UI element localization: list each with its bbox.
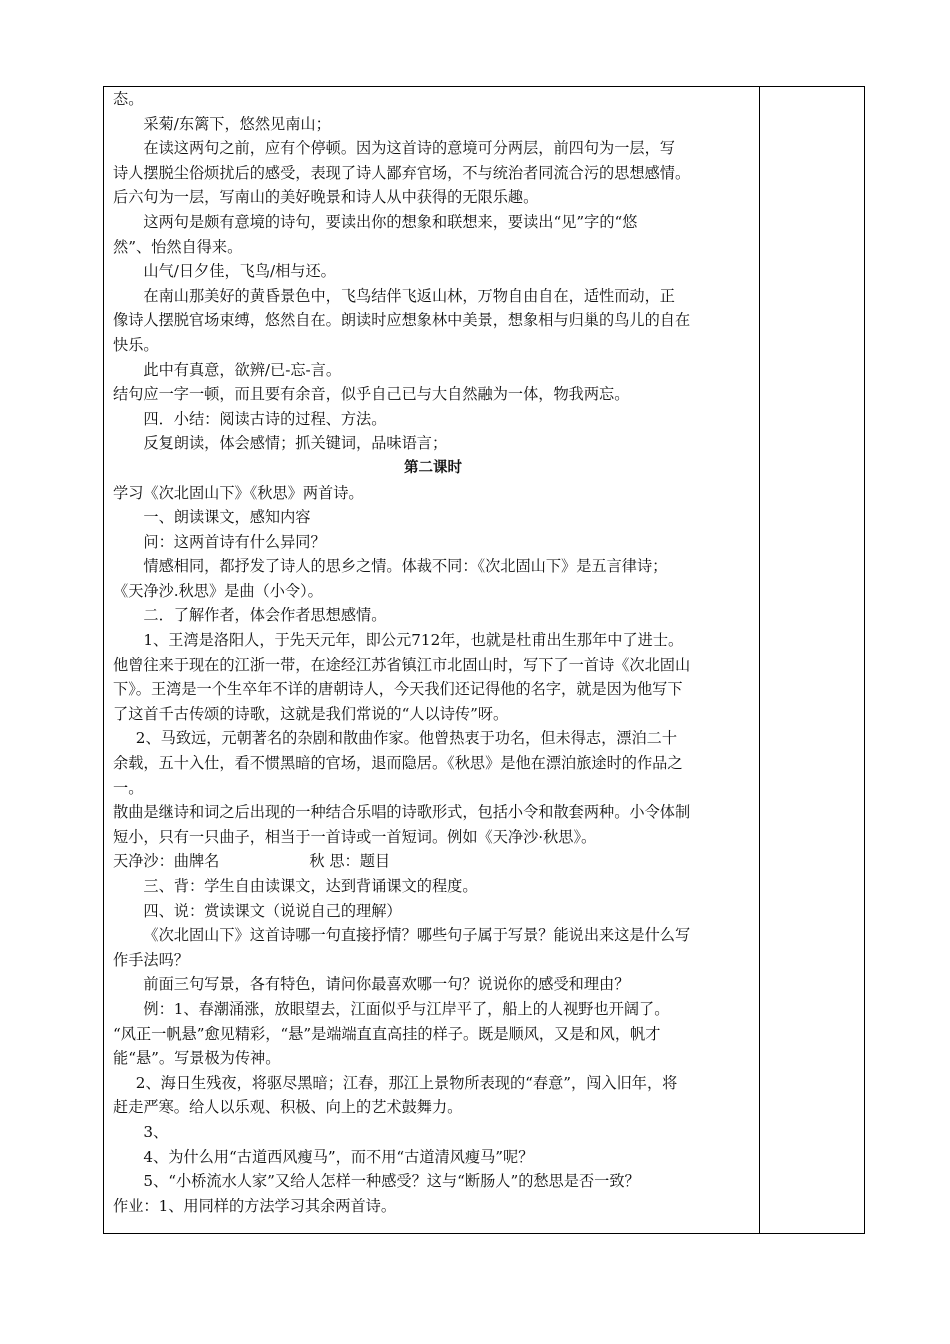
text-line: 3、 <box>143 1122 169 1141</box>
text-line: 一。 <box>113 778 144 797</box>
text-line: 2、海日生残夜，将驱尽黑暗；江春，那江上景物所表现的“春意”，闯入旧年，将 <box>135 1073 678 1092</box>
text-line: 余载，五十入仕，看不惯黑暗的官场，退而隐居。《秋思》是他在漂泊旅途时的作品之 <box>113 754 683 773</box>
text-line: 作手法吗？ <box>113 950 189 969</box>
text-line: 反复朗读，体会感情；抓关键词，品味语言； <box>143 434 448 453</box>
text-line: 态。 <box>113 90 144 108</box>
text-line: 赶走严寒。给人以乐观、积极、向上的艺术鼓舞力。 <box>113 1098 463 1117</box>
text-line: 情感相同，都抒发了诗人的思乡之情。体裁不同：《次北固山下》是五言律诗； <box>143 557 668 576</box>
text-line: 四、说：赏读课文（说说自己的理解） <box>143 901 402 920</box>
text-line: 诗人摆脱尘俗烦扰后的感受，表现了诗人鄙弃官场，不与统治者同流合污的思想感情。 <box>113 163 691 182</box>
text-line: 一、朗读课文，感知内容 <box>143 508 311 527</box>
text-line: 四．小结：阅读古诗的过程、方法。 <box>143 409 387 428</box>
text-line: 像诗人摆脱官场束缚，悠然自在。朗读时应想象林中美景，想象相与归巢的鸟儿的自在 <box>113 311 691 330</box>
text-line: 三、背：学生自由读课文，达到背诵课文的程度。 <box>143 877 478 895</box>
text-line: 在读这两句之前，应有个停顿。因为这首诗的意境可分两层，前四句为一层，写 <box>143 139 675 158</box>
text-line: 《天净沙.秋思》是曲（小令）。 <box>113 581 323 600</box>
text-line: 散曲是继诗和词之后出现的一种结合乐唱的诗歌形式，包括小令和散套两种。小令体制 <box>113 803 691 822</box>
text-line: 作业：1、用同样的方法学习其余两首诗。 <box>113 1196 397 1215</box>
text-line: 例：1、春潮涌涨，放眼望去，江面似乎与江岸平了，船上的人视野也开阔了。 <box>143 999 670 1018</box>
text-line: 后六句为一层，写南山的美好晚景和诗人从中获得的无限乐趣。 <box>113 188 539 207</box>
text-line: 能“悬”。写景极为传神。 <box>113 1049 281 1068</box>
text-line: 快乐。 <box>113 335 159 354</box>
text-line: 然”、怡然自得来。 <box>113 237 243 256</box>
text-line: 5、“小桥流水人家”又给人怎样一种感受？这与“断肠人”的愁思是否一致？ <box>143 1172 640 1191</box>
text-line: 前面三句写景，各有特色，请问你最喜欢哪一句？说说你的感受和理由？ <box>143 975 630 994</box>
text-line: 结句应一字一顿，而且要有余音，似乎自己已与大自然融为一体，物我两忘。 <box>113 385 630 404</box>
text-line: 学习《次北固山下》《秋思》两首诗。 <box>113 483 364 502</box>
lesson-table <box>103 86 865 1234</box>
text-line: 2、马致远，元朝著名的杂剧和散曲作家。他曾热衷于功名，但未得志，漂泊二十 <box>135 729 678 748</box>
text-line: 了这首千古传颂的诗歌，这就是我们常说的“人以诗传”呀。 <box>113 704 509 723</box>
label-tianjingsha: 天净沙：曲牌名 <box>113 852 220 871</box>
text-line: 1、王湾是洛阳人，于先天元年，即公元712年，也就是杜甫出生那年中了进士。 <box>143 631 684 650</box>
label-qiusi: 秋 思：题目 <box>309 852 391 871</box>
notes-column <box>759 87 760 1233</box>
text-line: 采菊/东篱下，悠然见南山； <box>143 114 331 133</box>
text-line: 他曾往来于现在的江浙一带，在途经江苏省镇江市北固山时，写下了一首诗《次北固山 <box>113 655 691 674</box>
text-line: 二．了解作者，体会作者思想感情。 <box>143 606 387 625</box>
section-heading: 第二课时 <box>404 459 462 476</box>
text-line: 在南山那美好的黄昏景色中，飞鸟结伴飞返山林，万物自由自在，适性而动，正 <box>143 286 675 305</box>
text-line: 这两句是颇有意境的诗句，要读出你的想象和联想来，要读出“见”字的“悠 <box>143 212 638 231</box>
text-line: 下》。王湾是一个生卒年不详的唐朝诗人，今天我们还记得他的名字，就是因为他写下 <box>113 680 683 699</box>
text-line: “风正一帆悬”愈见精彩，“悬”是端端直直高挂的样子。既是顺风，又是和风，帆才 <box>113 1024 661 1043</box>
text-line: 《次北固山下》这首诗哪一句直接抒情？哪些句子属于写景？能说出来这是什么写 <box>143 926 691 945</box>
text-line: 短小，只有一只曲子，相当于一首诗或一首短词。例如《天净沙·秋思》。 <box>113 827 597 846</box>
lesson-content <box>113 87 753 1218</box>
text-line: 山气/日夕佳，飞鸟/相与还。 <box>143 262 336 281</box>
text-line: 4、为什么用“古道西风瘦马”，而不用“古道清风瘦马”呢？ <box>143 1147 534 1166</box>
text-line <box>113 849 753 874</box>
text-line: 此中有真意，欲辨/已-忘-言。 <box>143 360 342 379</box>
text-line: 问：这两首诗有什么异同？ <box>143 532 326 551</box>
